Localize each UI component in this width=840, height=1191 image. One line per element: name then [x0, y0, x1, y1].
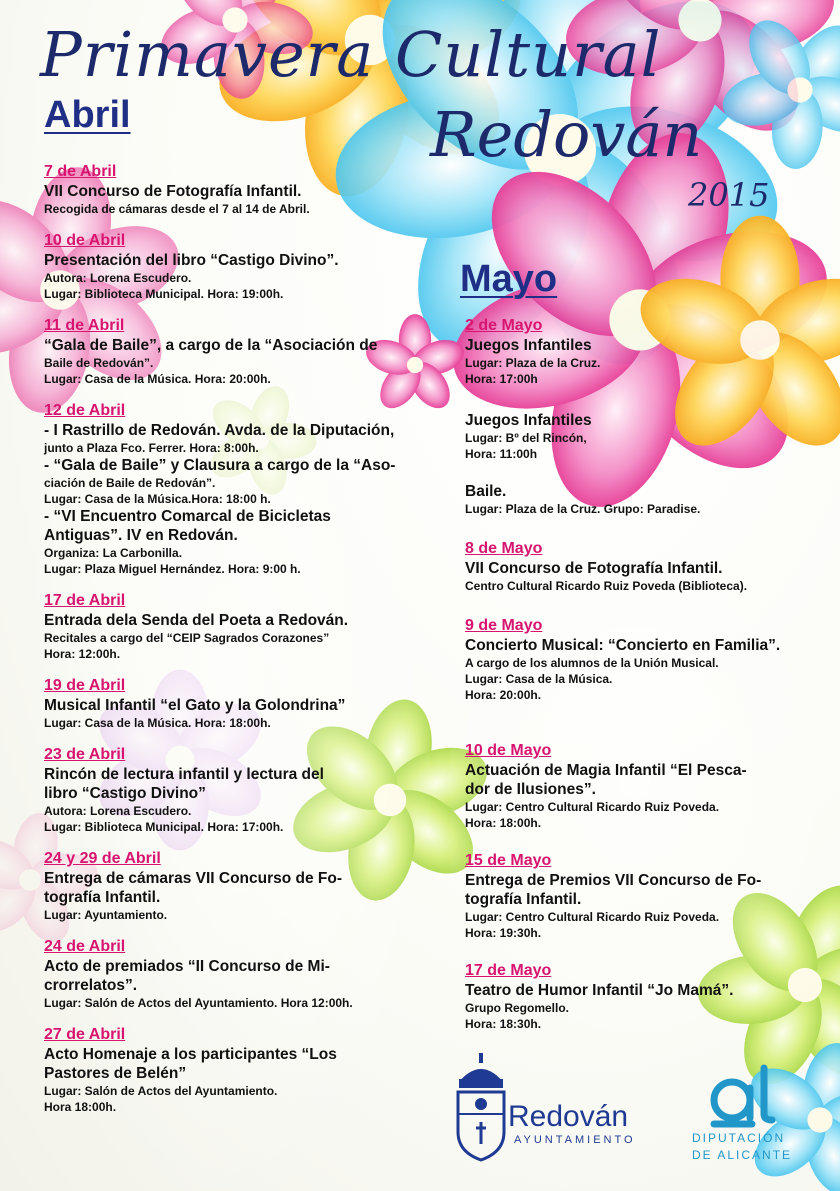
event-line: junto a Plaza Fco. Ferrer. Hora: 8:00h. [44, 441, 259, 455]
event-date: 27 de Abril [44, 1026, 126, 1043]
event-line: Lugar: Ayuntamiento. [44, 908, 168, 922]
event-line: Lugar: Plaza Miguel Hernández. Hora: 9:00 h. [44, 562, 301, 576]
event-line: Musical Infantil “el Gato y la Golondrina” [44, 697, 346, 714]
event-line: Hora: 17:00h [465, 372, 538, 386]
event-line: Entrada dela Senda del Poeta a Redován. [44, 612, 349, 629]
diputacion-line-2: DE ALICANTE [692, 1148, 793, 1162]
event-line: Centro Cultural Ricardo Ruiz Poveda (Biblioteca). [465, 579, 748, 593]
event-line: Lugar: Salón de Actos del Ayuntamiento. [44, 1084, 278, 1098]
event-date: 19 de Abril [44, 677, 126, 694]
event-line: ciación de Baile de Redován”. [44, 476, 216, 490]
event-line: Entrega de cámaras VII Concurso de Fo- [44, 870, 343, 887]
event-date: 24 de Abril [44, 938, 126, 955]
event-date: 9 de Mayo [465, 617, 543, 634]
may-event [465, 851, 805, 941]
event-line: Acto de premiados “II Concurso de Mi- [44, 958, 330, 975]
event-line: Recitales a cargo del “CEIP Sagrados Corazones” [44, 631, 330, 645]
event-date: 10 de Mayo [465, 742, 552, 759]
event-date: 2 de Mayo [465, 317, 543, 334]
may-heading: Mayo [460, 258, 558, 300]
april-event [44, 1025, 424, 1115]
event-line: Lugar: Bº del Rincón, [465, 431, 587, 445]
event-line: Autora: Lorena Escudero. [44, 804, 192, 818]
event-line: Hora: 12:00h. [44, 647, 121, 661]
may-event [465, 482, 805, 517]
event-line: Lugar: Casa de la Música. Hora: 18:00h. [44, 716, 271, 730]
diputacion-line-1: DIPUTACIÓN [692, 1131, 786, 1145]
event-date: 17 de Abril [44, 592, 126, 609]
event-line: Lugar: Centro Cultural Ricardo Ruiz Poveda. [465, 800, 720, 814]
poster-title: Primavera Cultural [40, 18, 662, 91]
event-line: Juegos Infantiles [465, 337, 592, 354]
event-line: VII Concurso de Fotografía Infantil. [465, 560, 723, 577]
event-date: 23 de Abril [44, 746, 126, 763]
event-line: Hora: 20:00h. [465, 688, 542, 702]
event-line: libro “Castigo Divino” [44, 785, 206, 802]
april-event [44, 745, 424, 835]
may-event [465, 961, 805, 1032]
event-line: Juegos Infantiles [465, 412, 592, 429]
event-line: “Gala de Baile”, a cargo de la “Asociación de [44, 337, 378, 354]
event-line: Hora: 18:00h. [465, 816, 542, 830]
may-event [465, 411, 805, 462]
event-line: Concierto Musical: “Concierto en Familia”. [465, 637, 781, 654]
event-line: Hora 18:00h. [44, 1100, 117, 1114]
event-line: Lugar: Casa de la Música. Hora: 20:00h. [44, 372, 271, 386]
event-line: Lugar: Plaza de la Cruz. [465, 356, 601, 370]
event-line: tografía Infantil. [465, 891, 582, 908]
event-line: Pastores de Belén” [44, 1065, 187, 1082]
event-date: 17 de Mayo [465, 962, 552, 979]
april-event [44, 162, 424, 217]
event-line: Rincón de lectura infantil y lectura del [44, 766, 324, 783]
event-date: 7 de Abril [44, 163, 117, 180]
event-line: Lugar: Biblioteca Municipal. Hora: 17:00h. [44, 820, 284, 834]
may-event [465, 316, 805, 387]
event-date: 10 de Abril [44, 232, 126, 249]
event-line: Lugar: Casa de la Música. [465, 672, 613, 686]
event-date: 15 de Mayo [465, 852, 552, 869]
event-line: Lugar: Plaza de la Cruz. Grupo: Paradise. [465, 502, 701, 516]
april-event [44, 849, 424, 923]
event-line: Baile. [465, 483, 507, 500]
event-date: 8 de Mayo [465, 540, 543, 557]
event-date: 24 y 29 de Abril [44, 850, 161, 867]
event-line: Lugar: Centro Cultural Ricardo Ruiz Poveda. [465, 910, 720, 924]
april-event [44, 591, 424, 662]
event-line: Lugar: Casa de la Música.Hora: 18:00 h. [44, 492, 271, 506]
event-line: Entrega de Premios VII Concurso de Fo- [465, 872, 762, 889]
event-line: - “Gala de Baile” y Clausura a cargo de la “Aso- [44, 457, 396, 474]
event-line: Teatro de Humor Infantil “Jo Mamá”. [465, 982, 734, 999]
event-line: Baile de Redován”. [44, 356, 154, 370]
april-event [44, 937, 424, 1011]
event-line: Grupo Regomello. [465, 1001, 570, 1015]
event-line: - “VI Encuentro Comarcal de Bicicletas [44, 508, 331, 525]
event-line: tografía Infantil. [44, 889, 161, 906]
event-line: crorrelatos”. [44, 977, 138, 994]
event-line: VII Concurso de Fotografía Infantil. [44, 183, 302, 200]
event-line: A cargo de los alumnos de la Unión Musical. [465, 656, 719, 670]
event-line: Actuación de Magia Infantil “El Pesca- [465, 762, 747, 779]
event-line: Acto Homenaje a los participantes “Los [44, 1046, 337, 1063]
may-event [465, 539, 805, 594]
event-line: - I Rastrillo de Redován. Avda. de la Diputación, [44, 422, 395, 439]
april-events [44, 162, 424, 1129]
event-date: 12 de Abril [44, 402, 126, 419]
poster-year: 2015 [688, 176, 770, 214]
april-heading: Abril [44, 94, 131, 136]
event-line: Organiza: La Carbonilla. [44, 546, 183, 560]
event-date: 11 de Abril [44, 317, 125, 334]
event-line: Presentación del libro “Castigo Divino”. [44, 252, 339, 269]
event-line: Hora: 18:30h. [465, 1017, 542, 1031]
poster-town: Redován [430, 98, 703, 171]
event-line: Hora: 11:00h [465, 447, 538, 461]
event-line: Antiguas”. IV en Redován. [44, 527, 238, 544]
event-line: dor de Ilusiones”. [465, 781, 596, 798]
event-line: Autora: Lorena Escudero. [44, 271, 192, 285]
redovan-logo-name: Redován [508, 1100, 629, 1133]
event-line: Lugar: Salón de Actos del Ayuntamiento. Hora 12:00h. [44, 996, 353, 1010]
april-event [44, 676, 424, 731]
may-events [465, 316, 805, 1046]
event-line: Recogida de cámaras desde el 7 al 14 de Abril. [44, 202, 310, 216]
april-event [44, 316, 424, 387]
event-line: Lugar: Biblioteca Municipal. Hora: 19:00h. [44, 287, 284, 301]
may-event [465, 616, 805, 703]
april-event [44, 231, 424, 302]
april-event [44, 401, 424, 577]
event-line: Hora: 19:30h. [465, 926, 542, 940]
redovan-logo-subtitle: AYUNTAMIENTO [514, 1134, 636, 1146]
may-event [465, 741, 805, 831]
